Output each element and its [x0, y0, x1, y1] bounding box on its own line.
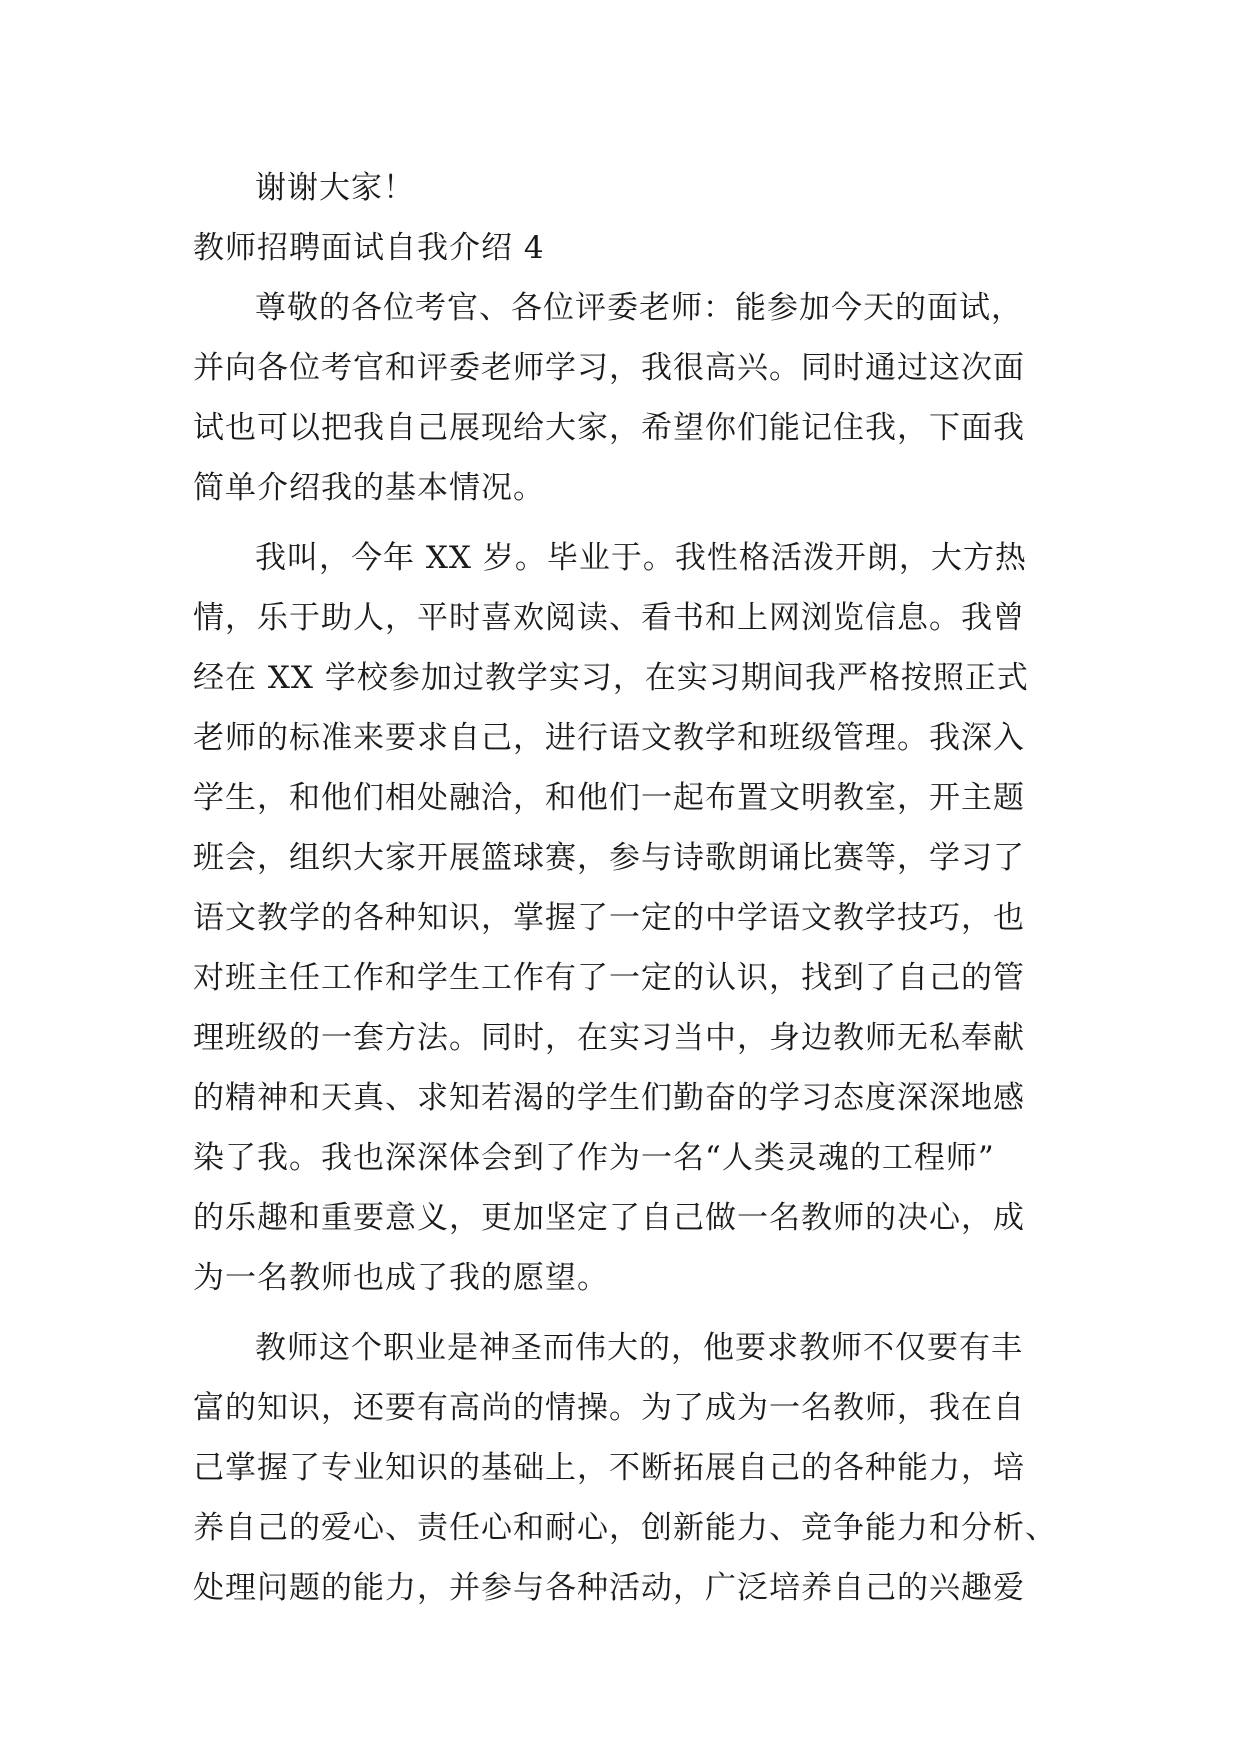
paragraph-line: 情，乐于助人，平时喜欢阅读、看书和上网浏览信息。我曾 — [193, 600, 1025, 636]
paragraph-line: 对班主任工作和学生工作有了一定的认识，找到了自己的管 — [193, 960, 1025, 996]
paragraph-line: 教师这个职业是神圣而伟大的，他要求教师不仅要有丰 — [255, 1330, 1023, 1366]
paragraph-line: 并向各位考官和评委老师学习，我很高兴。同时通过这次面 — [193, 350, 1025, 386]
paragraph-line: 经在 XX 学校参加过教学实习，在实习期间我严格按照正式 — [193, 660, 1029, 696]
paragraph-line: 语文教学的各种知识，掌握了一定的中学语文教学技巧，也 — [193, 900, 1025, 936]
paragraph-line: 老师的标准来要求自己，进行语文教学和班级管理。我深入 — [193, 720, 1025, 756]
paragraph-2 — [193, 528, 1061, 1308]
section-title: 教师招聘面试自我介绍 4 — [193, 230, 545, 266]
paragraph-line: 班会，组织大家开展篮球赛，参与诗歌朗诵比赛等，学习了 — [193, 840, 1025, 876]
paragraph-1 — [193, 278, 1061, 518]
paragraph-line: 理班级的一套方法。同时，在实习当中，身边教师无私奉献 — [193, 1020, 1025, 1056]
paragraph-line: 试也可以把我自己展现给大家，希望你们能记住我，下面我 — [193, 410, 1025, 446]
paragraph-line: 染了我。我也深深体会到了作为一名“人类灵魂的工程师” — [193, 1140, 995, 1176]
paragraph-3 — [193, 1318, 1061, 1618]
paragraph-line: 为一名教师也成了我的愿望。 — [193, 1260, 609, 1296]
paragraph-line: 学生，和他们相处融洽，和他们一起布置文明教室，开主题 — [193, 780, 1025, 816]
paragraph-line: 养自己的爱心、责任心和耐心，创新能力、竞争能力和分析、 — [193, 1510, 1057, 1546]
closing-line: 谢谢大家！ — [255, 170, 415, 206]
paragraph-line: 富的知识，还要有高尚的情操。为了成为一名教师，我在自 — [193, 1390, 1025, 1426]
paragraph-line: 我叫，今年 XX 岁。毕业于。我性格活泼开朗，大方热 — [255, 540, 1027, 576]
document-body — [193, 158, 1061, 1628]
paragraph-line: 处理问题的能力，并参与各种活动，广泛培养自己的兴趣爱 — [193, 1570, 1025, 1606]
paragraph-line: 己掌握了专业知识的基础上，不断拓展自己的各种能力，培 — [193, 1450, 1025, 1486]
paragraph-line: 的精神和天真、求知若渴的学生们勤奋的学习态度深深地感 — [193, 1080, 1025, 1116]
paragraph-line: 简单介绍我的基本情况。 — [193, 470, 545, 506]
paragraph-line: 的乐趣和重要意义，更加坚定了自己做一名教师的决心，成 — [193, 1200, 1025, 1236]
paragraph-line: 尊敬的各位考官、各位评委老师：能参加今天的面试， — [255, 290, 1023, 326]
